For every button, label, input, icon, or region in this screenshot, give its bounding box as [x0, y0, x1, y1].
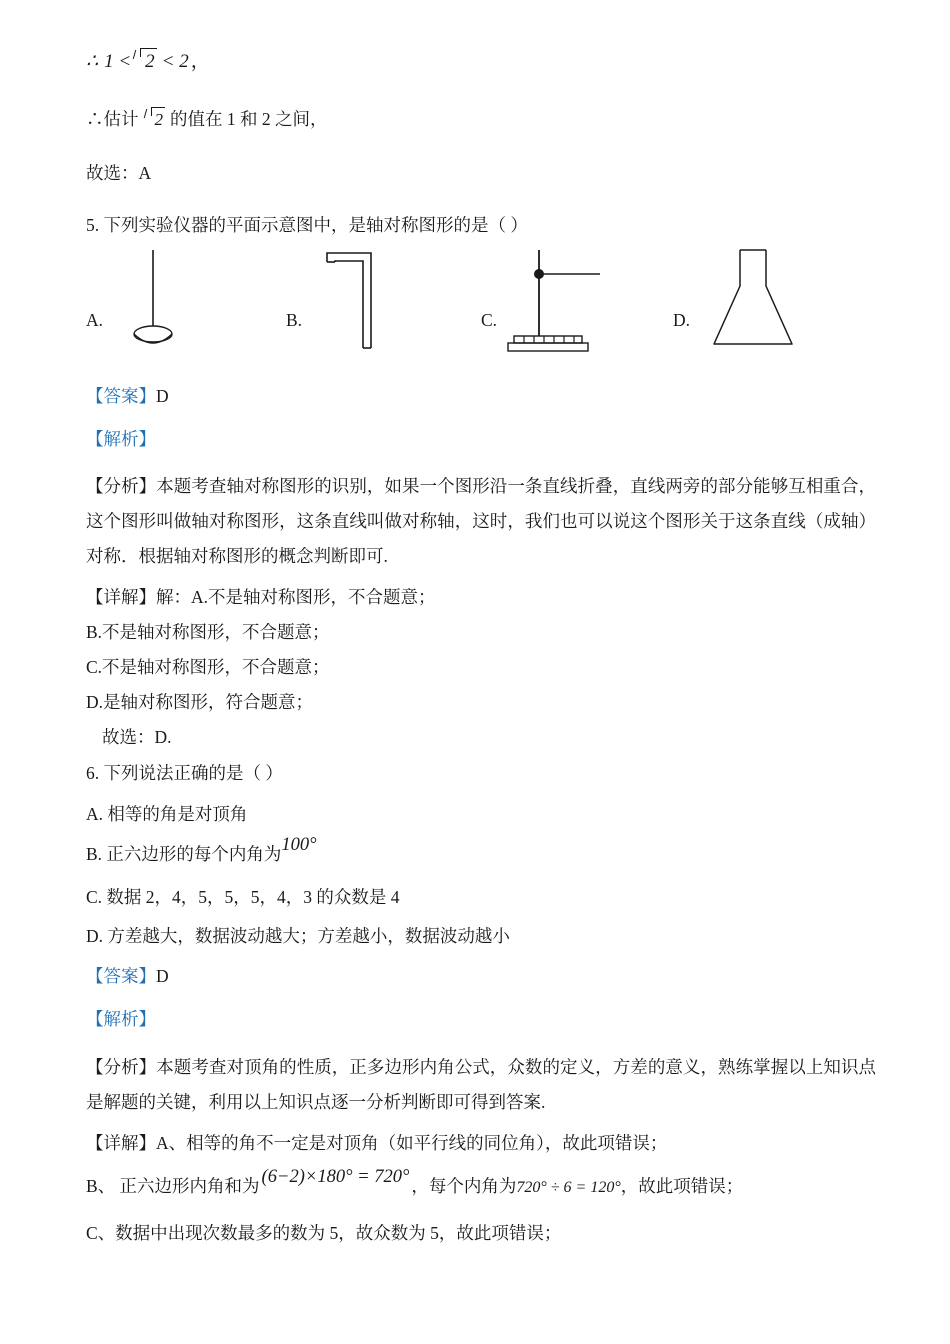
question-5-detail-3: D.是轴对称图形，符合题意；	[86, 692, 314, 713]
detail-b-tail: ，故此项错误；	[620, 1175, 744, 1196]
question-6-number: 6.	[86, 763, 100, 784]
answer-value-6: D	[156, 966, 169, 987]
question-6-detail-c: C、数据中出现次数最多的数为 5，故众数为 5，故此项错误；	[86, 1223, 562, 1244]
comma-1: ，	[190, 51, 210, 72]
detail-text-5-0: 解：A.不是轴对称图形，不合题意；	[156, 587, 436, 608]
question-5-explain-tag: 【解析】	[86, 429, 156, 450]
question-6-text	[86, 757, 876, 790]
question-6-answer	[86, 963, 876, 990]
analysis-text-6: 本题考查对顶角的性质，正多边形内角公式，众数的定义，方差的意义，熟练掌握以上知识点是解题的关键，利用以上知识点逐一分析判断即可得到答案.	[86, 1056, 877, 1112]
option-a-label: A.	[86, 309, 104, 330]
question-5-detail-0	[86, 580, 876, 615]
question-5-detail-1: B.不是轴对称图形，不合题意；	[86, 622, 330, 643]
document-content	[86, 46, 876, 1257]
question-5-detail-4: 故选：D.	[102, 727, 172, 748]
math-line-1	[86, 46, 876, 77]
figure-conical-flask	[706, 248, 816, 358]
question-5-answer	[86, 383, 876, 410]
detail-b-formula-2: 720° ÷ 6 = 120°	[516, 1178, 621, 1196]
question-6-option-a: A. 相等的角是对顶角	[86, 804, 248, 825]
estimate-prefix: ∴估计	[86, 109, 139, 130]
answer-tag-6: 【答案】	[86, 966, 156, 987]
question-5-detail-2: C.不是轴对称图形，不合题意；	[86, 657, 330, 678]
option-d-label: D.	[673, 309, 691, 330]
analysis-text-5: 本题考查轴对称图形的识别，如果一个图形沿一条直线折叠，直线两旁的部分能够互相重合，这个图形叫做轴对称图形，这条直线叫做对称轴，这时，我们也可以说这个图形关于这条直线（成轴）对称．根据轴对称图形的概念判断即可.	[86, 476, 877, 567]
detail-b-prefix: B、 正六边形内角和为	[86, 1175, 260, 1196]
sqrt-expression-2: 2	[144, 105, 166, 133]
detail-b-formula-1: (6−2)×180° = 720°	[261, 1166, 410, 1187]
option-b-label: B.	[286, 309, 303, 330]
question-6-detail-b	[86, 1167, 876, 1208]
math-line-2	[86, 105, 876, 133]
question-5-figures	[86, 248, 876, 373]
question-6-explain-tag: 【解析】	[86, 1009, 156, 1030]
question-5-analysis	[86, 469, 876, 574]
question-5-text	[86, 209, 876, 242]
question-6-option-d: D. 方差越大，数据波动越大；方差越小，数据波动越小	[86, 926, 510, 947]
option-b-prefix: B. 正六边形的每个内角为	[86, 843, 282, 864]
question-6-analysis	[86, 1050, 876, 1120]
answer-value-5: D	[156, 385, 169, 406]
sqrt-expression-1: 2	[133, 46, 157, 77]
detail-tag-6: 【详解】	[86, 1132, 156, 1153]
question-6-option-c: C. 数据 2，4，5，5，5，4，3 的众数是 4	[86, 886, 400, 907]
estimate-tail: 的值在 1 和 2 之间，	[170, 109, 328, 130]
figure-bent-tube	[318, 248, 398, 358]
figure-spoon	[118, 248, 188, 358]
therefore-symbol-1: ∴	[86, 51, 99, 72]
option-b-value: 100°	[281, 834, 317, 855]
detail-text-6-a: A、相等的角不一定是对顶角（如平行线的同位角），故此项错误；	[156, 1132, 668, 1153]
question-5-body: 下列实验仪器的平面示意图中，是轴对称图形的是（ ）	[103, 214, 528, 235]
analysis-tag-5: 【分析】	[86, 476, 157, 497]
figure-iron-stand	[506, 248, 616, 358]
question-6-option-b	[86, 834, 876, 873]
answer-choice-line: 故选：A	[86, 162, 152, 183]
detail-b-mid: ，每个内角为	[411, 1175, 517, 1196]
math-inequality-right: < 2	[161, 51, 189, 72]
option-c-label: C.	[481, 309, 498, 330]
answer-tag-5: 【答案】	[86, 385, 156, 406]
question-6-body: 下列说法正确的是（ ）	[103, 763, 283, 784]
detail-tag-5: 【详解】	[86, 587, 156, 608]
math-inequality-left: 1 <	[104, 51, 132, 72]
analysis-tag-6: 【分析】	[86, 1056, 157, 1077]
question-5-number: 5.	[86, 214, 100, 235]
question-6-detail-a	[86, 1126, 876, 1161]
